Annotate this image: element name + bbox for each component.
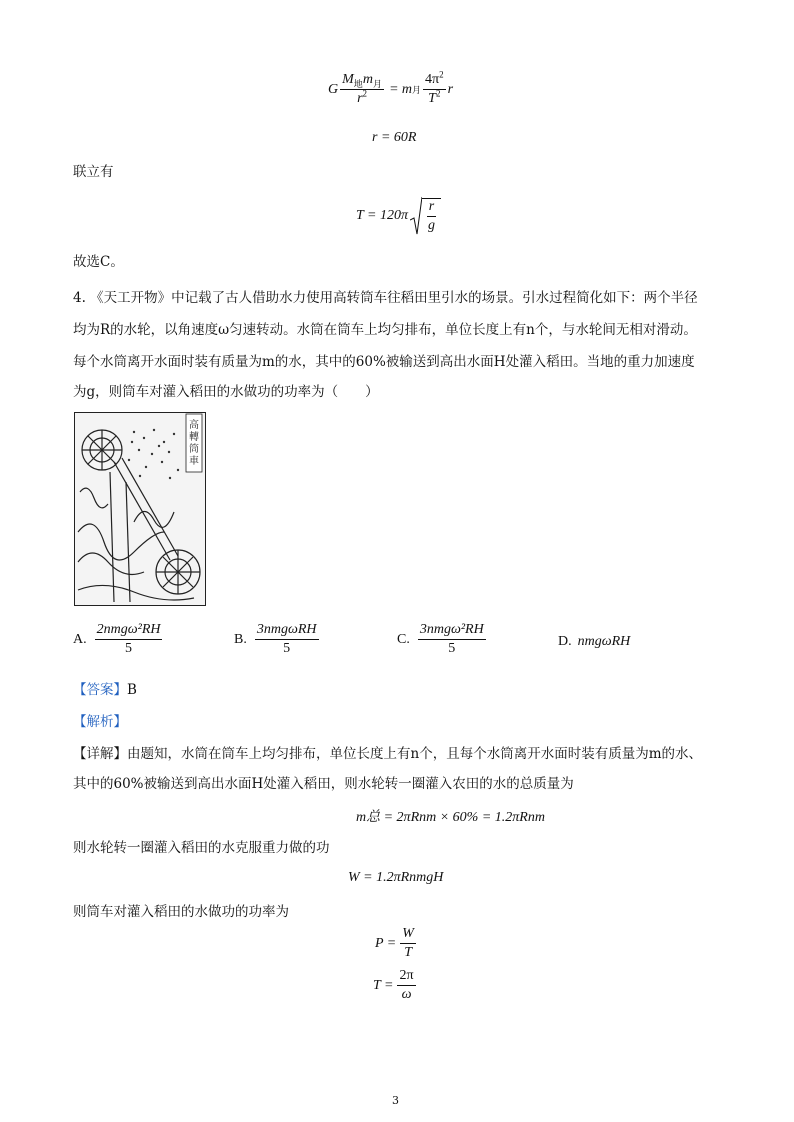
eq-mass: m总 = 2πRnm × 60% = 1.2πRnm bbox=[356, 810, 545, 825]
answer-line bbox=[73, 674, 137, 706]
work-intro: 则水轮转一圈灌入稻田的水克服重力做的功 bbox=[73, 840, 330, 856]
option-a[interactable]: A. $\frac{\text{2nmgω²RH}}{5}$ bbox=[73, 622, 161, 656]
detail-line-2: 其中的60%被输送到高出水面H处灌入稻田，则水轮转一圈灌入农田的水的总质量为 bbox=[73, 776, 574, 792]
eq-work: W = 1.2πRnmgH bbox=[348, 870, 444, 885]
question-line-1: 4. 《天工开物》中记载了古人借助水力使用高转筒车往稻田里引水的场景。引水过程简化如下：两个半径 bbox=[73, 290, 698, 306]
eq-gravity-left-fraction: $\frac{M_地m_月}{r^2}$ bbox=[342, 72, 382, 106]
eq-period: T = $\frac{2\pi}{\omega}$ bbox=[373, 968, 414, 1002]
gu-xuan-text: 故选C。 bbox=[73, 254, 124, 270]
question-line-2: 均为R的水轮，以角速度ω匀速转动。水筒在筒车上均匀排布，单位长度上有n个，与水轮间无相对滑动。 bbox=[73, 322, 697, 338]
power-intro: 则筒车对灌入稻田的水做功的功率为 bbox=[73, 904, 289, 920]
answer-label: 【答案】 bbox=[73, 682, 127, 698]
detail-label: 【详解】 bbox=[73, 746, 127, 762]
page-number: 3 bbox=[392, 1094, 399, 1107]
option-c[interactable]: C. $\frac{\text{3nmgω²RH}}{5}$ bbox=[397, 622, 484, 656]
waterwheel-figure bbox=[74, 412, 206, 606]
eq-power: P = $\frac{W}{T}$ bbox=[375, 926, 414, 960]
figure-caption: 高轉筒車 bbox=[189, 420, 199, 467]
eq-G: G bbox=[328, 81, 339, 97]
sqrt-symbol: $\frac{r}{g}$ bbox=[410, 196, 441, 236]
analysis-label: 【解析】 bbox=[73, 714, 127, 730]
answer-value: B bbox=[127, 682, 137, 698]
question-line-3: 每个水筒离开水面时装有质量为m的水，其中的60%被输送到高出水面H处灌入稻田。当地的重力加速度 bbox=[73, 354, 695, 370]
question-line-4: 为g，则筒车对灌入稻田的水做功的功率为（ ） bbox=[73, 384, 379, 400]
option-b[interactable]: B. $\frac{\text{3nmgωRH}}{5}$ bbox=[234, 622, 317, 656]
detail-line-1: 【详解】由题知，水筒在筒车上均匀排布，单位长度上有n个，且每个水筒离开水面时装有质量为m的水、 bbox=[73, 746, 702, 762]
woodcut-waterwheel-illustration bbox=[74, 412, 206, 606]
lian-li-text: 联立有 bbox=[73, 164, 114, 180]
eq-gravity-right-fraction: $\frac{4\pi^2}{T^2}$ bbox=[425, 69, 444, 106]
eq-T: T = 120π $\frac{r}{g}$ bbox=[356, 196, 441, 236]
eq-r: r = 60R bbox=[372, 130, 417, 145]
option-d[interactable]: D. nmgωRH bbox=[558, 634, 631, 649]
gravity-equation: G $\frac{M_地m_月}{r^2}$ = m 月 $\frac{4\pi^2}{T^2}$ r bbox=[328, 69, 454, 106]
